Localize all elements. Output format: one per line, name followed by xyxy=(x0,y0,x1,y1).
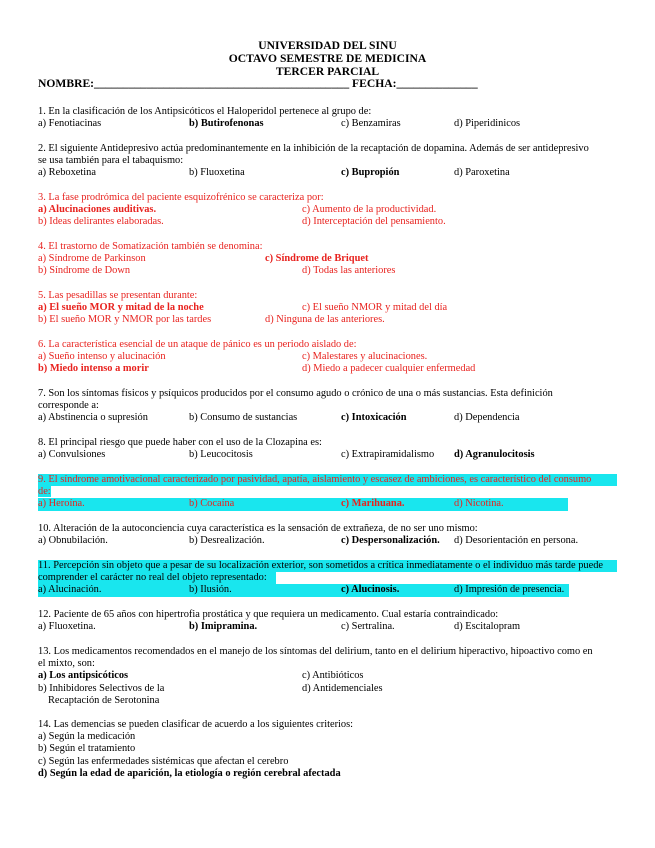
option-a[interactable]: a) Abstinencia o supresión xyxy=(38,412,148,424)
question-9 xyxy=(38,474,617,511)
question-stem: comprender el carácter no real del objeto representado: xyxy=(38,572,276,584)
question-stem: el mixto, son: xyxy=(38,658,95,670)
option-a[interactable]: a) El sueño MOR y mitad de la noche xyxy=(38,302,204,314)
question-stem: se usa también para el tabaquismo: xyxy=(38,155,184,167)
option-c[interactable]: c) Despersonalización. xyxy=(341,535,440,547)
option-c[interactable]: c) Malestares y alucinaciones. xyxy=(302,351,428,363)
question-stem: 10. Alteración de la autoconciencia cuya característica es la sensación de extrañeza, de no ser uno mismo: xyxy=(38,523,478,534)
option-a[interactable]: a) Heroína. xyxy=(38,498,85,510)
question-stem: 5. Las pesadillas se presentan durante: xyxy=(38,290,198,301)
option-b[interactable]: b) El sueño MOR y NMOR por las tardes xyxy=(38,314,212,326)
option-c[interactable]: c) El sueño NMOR y mitad del día xyxy=(302,302,448,314)
nombre-blank[interactable]: ____________________________________________ xyxy=(94,77,350,90)
question-8 xyxy=(38,437,617,461)
option-c[interactable]: c) Aumento de la productividad. xyxy=(302,204,437,216)
option-a[interactable]: a) Según la medicación xyxy=(38,731,136,743)
option-b[interactable]: b) Imipramina. xyxy=(189,621,258,633)
option-d[interactable]: d) Según la edad de aparición, la etiología o región cerebral afectada xyxy=(38,767,341,779)
question-3 xyxy=(38,192,617,229)
question-stem: 14. Las demencias se pueden clasificar de acuerdo a los siguientes criterios: xyxy=(38,719,354,730)
option-b[interactable]: b) Leucocitosis xyxy=(189,449,253,461)
option-c[interactable]: c) Marihuana. xyxy=(341,498,405,510)
question-stem: de: xyxy=(38,486,51,498)
question-11 xyxy=(38,560,617,597)
option-b[interactable]: b) Ideas delirantes elaboradas. xyxy=(38,216,164,228)
option-d[interactable]: d) Desorientación en persona. xyxy=(454,535,579,547)
option-a[interactable]: a) Síndrome de Parkinson xyxy=(38,253,146,265)
semester-title: OCTAVO SEMESTRE DE MEDICINA xyxy=(228,52,427,65)
option-d[interactable]: d) Todas las anteriores xyxy=(302,265,396,277)
university-name: UNIVERSIDAD DEL SINU xyxy=(258,39,397,52)
option-d[interactable]: d) Interceptación del pensamiento. xyxy=(302,216,446,228)
question-12 xyxy=(38,609,617,633)
question-stem: 2. El siguiente Antidepresivo actúa predominantemente en la inhibición de la recaptación de dopamina. Además de ser antidepresivo xyxy=(38,143,589,154)
question-stem: corresponde a: xyxy=(38,400,99,412)
question-10 xyxy=(38,523,617,547)
option-c[interactable]: c) Benzamiras xyxy=(341,118,401,130)
question-4 xyxy=(38,241,617,278)
option-a[interactable]: a) Fenotiacinas xyxy=(38,118,102,130)
question-stem: 13. Los medicamentos recomendados en el manejo de los síntomas del delirium, tanto en el delirium hiperactivo, hipoactivo como en xyxy=(38,646,593,657)
option-c[interactable]: c) Intoxicación xyxy=(341,412,407,424)
option-c[interactable]: c) Extrapiramidalismo xyxy=(341,449,435,461)
option-b[interactable]: b) Desrealización. xyxy=(189,535,265,547)
question-stem: 8. El principal riesgo que puede haber con el uso de la Clozapina es: xyxy=(38,437,322,448)
option-b[interactable]: b) Según el tratamiento xyxy=(38,743,136,755)
option-c[interactable]: c) Alucinosis. xyxy=(341,584,400,596)
option-d[interactable]: d) Dependencia xyxy=(454,412,520,424)
option-d[interactable]: d) Antidemenciales xyxy=(302,682,383,694)
question-stem: 6. La característica esencial de un ataque de pánico es un periodo aislado de: xyxy=(38,339,357,350)
option-d[interactable]: d) Escitalopram xyxy=(454,621,521,633)
option-a[interactable]: a) Sueño intenso y alucinación xyxy=(38,351,166,363)
question-13 xyxy=(38,646,617,707)
option-d[interactable]: d) Miedo a padecer cualquier enfermedad xyxy=(302,363,476,375)
option-a[interactable]: a) Reboxetina xyxy=(38,167,96,179)
option-d[interactable]: d) Nicotina. xyxy=(454,498,504,510)
option-c[interactable]: c) Según las enfermedades sistémicas que afectan el cerebro xyxy=(38,755,289,767)
question-stem: 3. La fase prodrómica del paciente esquizofrénico se caracteriza por: xyxy=(38,192,324,203)
question-1 xyxy=(38,106,617,130)
option-b[interactable]: b) Inhibidores Selectivos de la xyxy=(38,682,165,694)
option-d[interactable]: d) Impresión de presencia. xyxy=(454,584,565,596)
option-b[interactable]: b) Consumo de sustancias xyxy=(189,412,298,424)
option-b[interactable]: b) Cocaína xyxy=(189,498,235,510)
exam-title: TERCER PARCIAL xyxy=(275,65,380,78)
option-c[interactable]: c) Antibióticos xyxy=(302,670,364,682)
question-5 xyxy=(38,290,617,327)
option-b[interactable]: b) Miedo intenso a morir xyxy=(38,363,149,375)
question-6 xyxy=(38,339,617,376)
question-7 xyxy=(38,388,617,425)
option-b[interactable]: b) Ilusión. xyxy=(189,584,232,596)
option-a[interactable]: a) Obnubilación. xyxy=(38,535,108,547)
question-stem: 11. Percepción sin objeto que a pesar de su localización exterior, son sometidos a crítica inmediatamente o el individuo más tarde puede xyxy=(38,560,617,572)
option-a[interactable]: a) Los antipsicóticos xyxy=(38,670,129,682)
option-b-continuation: Recaptación de Serotonina xyxy=(48,694,160,706)
question-stem: 1. En la clasificación de los Antipsicóticos el Haloperidol pertenece al grupo de: xyxy=(38,106,372,117)
fecha-label: FECHA: xyxy=(352,77,397,90)
question-2 xyxy=(38,143,617,180)
option-a[interactable]: a) Alucinaciones auditivas. xyxy=(38,204,157,216)
option-b[interactable]: b) Butirofenonas xyxy=(189,118,264,130)
question-stem: 9. El síndrome amotivacional caracterizado por pasividad, apatía, aislamiento y escasez de ambiciones, es característico del consumo xyxy=(38,474,617,486)
option-c[interactable]: c) Sertralina. xyxy=(341,621,395,633)
option-a[interactable]: a) Convulsiones xyxy=(38,449,106,461)
question-14 xyxy=(38,719,617,780)
option-d[interactable]: d) Ninguna de las anteriores. xyxy=(265,314,385,326)
option-c[interactable]: c) Síndrome de Briquet xyxy=(265,253,369,265)
option-d[interactable]: d) Piperidinicos xyxy=(454,118,521,130)
name-date-line xyxy=(38,78,478,90)
question-stem: 4. El trastorno de Somatización también se denomina: xyxy=(38,241,263,252)
option-b[interactable]: b) Síndrome de Down xyxy=(38,265,131,277)
option-a[interactable]: a) Alucinación. xyxy=(38,584,102,596)
option-d[interactable]: d) Paroxetina xyxy=(454,167,510,179)
option-d[interactable]: d) Agranulocitosis xyxy=(454,449,535,461)
question-stem: 12. Paciente de 65 años con hipertrofia prostática y que requiera un medicamento. Cual estaría contraindicado: xyxy=(38,609,499,620)
option-c[interactable]: c) Bupropión xyxy=(341,167,400,179)
nombre-label: NOMBRE: xyxy=(38,77,95,90)
option-b[interactable]: b) Fluoxetina xyxy=(189,167,245,179)
question-stem: 7. Son los síntomas físicos y psíquicos producidos por el consumo agudo o crónico de una o más sustancias. Esta definición xyxy=(38,388,553,399)
fecha-blank[interactable]: ______________ xyxy=(396,77,478,90)
option-a[interactable]: a) Fluoxetina. xyxy=(38,621,96,633)
